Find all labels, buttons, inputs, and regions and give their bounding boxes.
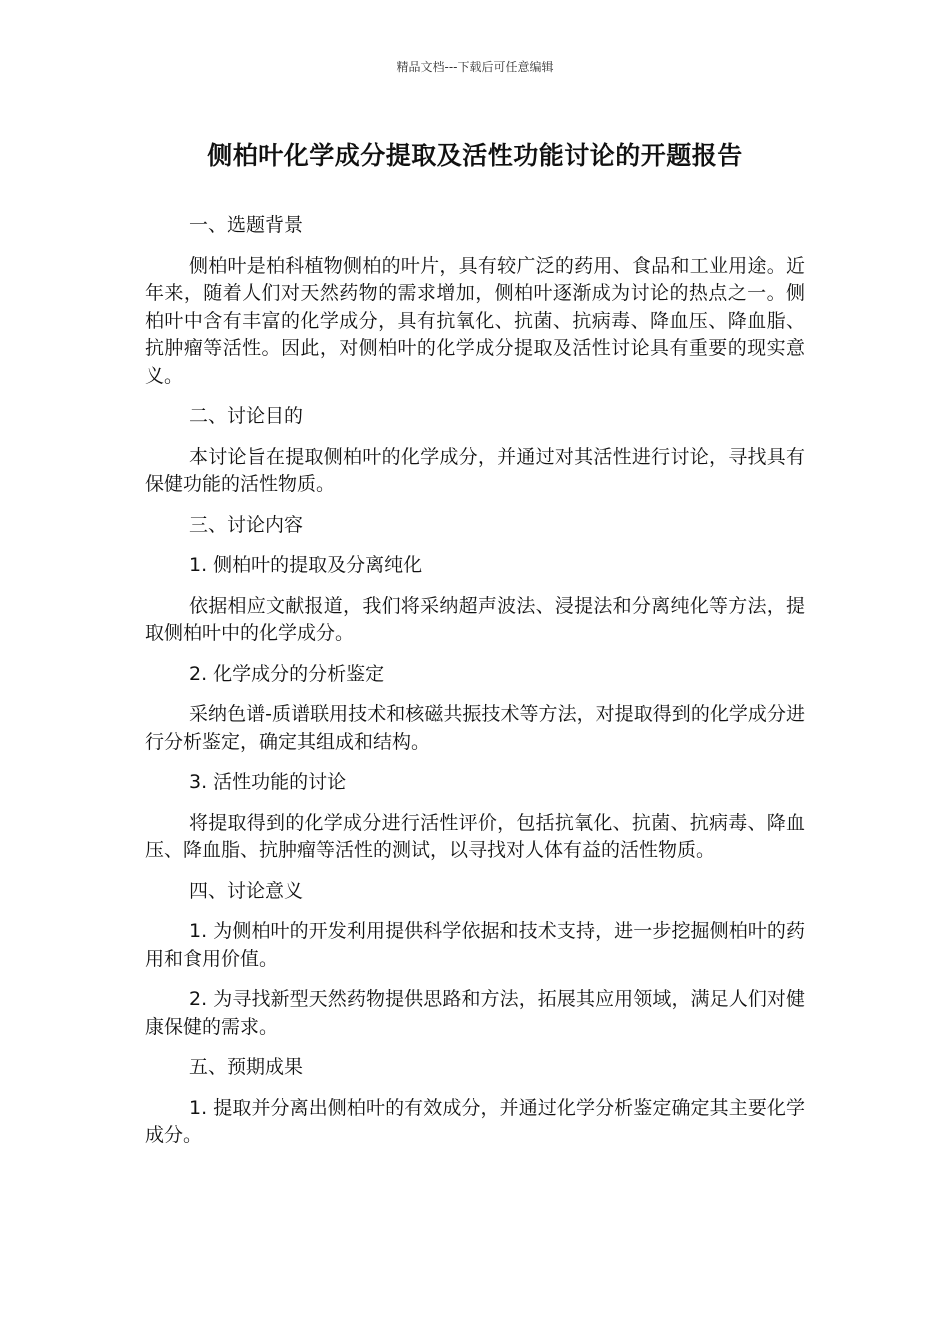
extraction-paragraph: 依据相应文献报道，我们将采纳超声波法、浸提法和分离纯化等方法，提取侧柏叶中的化学成分。: [145, 594, 805, 644]
activity-paragraph: 将提取得到的化学成分进行活性评价，包括抗氧化、抗菌、抗病毒、降血压、降血脂、抗肿瘤等活性的测试，以寻找对人体有益的活性物质。: [145, 811, 805, 861]
analysis-paragraph: 采纳色谱-质谱联用技术和核磁共振技术等方法，对提取得到的化学成分进行分析鉴定，确定其组成和结构。: [145, 703, 805, 753]
subheading-analysis: 2. 化学成分的分析鉴定: [189, 662, 385, 685]
section-heading-expected-results: 五、预期成果: [189, 1056, 304, 1078]
document-title: 侧柏叶化学成分提取及活性功能讨论的开题报告: [207, 141, 743, 170]
significance-item-1: 1. 为侧柏叶的开发利用提供科学依据和技术支持，进一步挖掘侧柏叶的药用和食用价值。: [145, 920, 805, 970]
expected-result-item-1: 1. 提取并分离出侧柏叶的有效成分，并通过化学分析鉴定确定其主要化学成分。: [145, 1096, 805, 1146]
section-heading-significance: 四、讨论意义: [189, 879, 304, 902]
purpose-paragraph: 本讨论旨在提取侧柏叶的化学成分，并通过对其活性进行讨论，寻找具有保健功能的活性物质。: [145, 445, 805, 495]
header-note: 精品文档---下载后可任意编辑: [396, 60, 554, 74]
subheading-extraction: 1. 侧柏叶的提取及分离纯化: [189, 554, 423, 576]
significance-item-2: 2. 为寻找新型天然药物提供思路和方法，拓展其应用领域，满足人们对健康保健的需求。: [145, 988, 805, 1038]
section-heading-background: 一、选题背景: [189, 214, 304, 236]
document-body: [145, 212, 805, 1163]
section-heading-purpose: 二、讨论目的: [189, 405, 304, 427]
section-heading-content: 三、讨论内容: [189, 513, 304, 536]
subheading-activity: 3. 活性功能的讨论: [189, 771, 347, 793]
background-paragraph: 侧柏叶是柏科植物侧柏的叶片，具有较广泛的药用、食品和工业用途。近年来，随着人们对天然药物的需求增加，侧柏叶逐渐成为讨论的热点之一。侧柏叶中含有丰富的化学成分，具有抗氧化、抗菌、抗病毒、降血压、降血脂、抗肿瘤等活性。因此，对侧柏叶的化学成分提取及活性讨论具有重要的现实意义。: [145, 254, 805, 387]
